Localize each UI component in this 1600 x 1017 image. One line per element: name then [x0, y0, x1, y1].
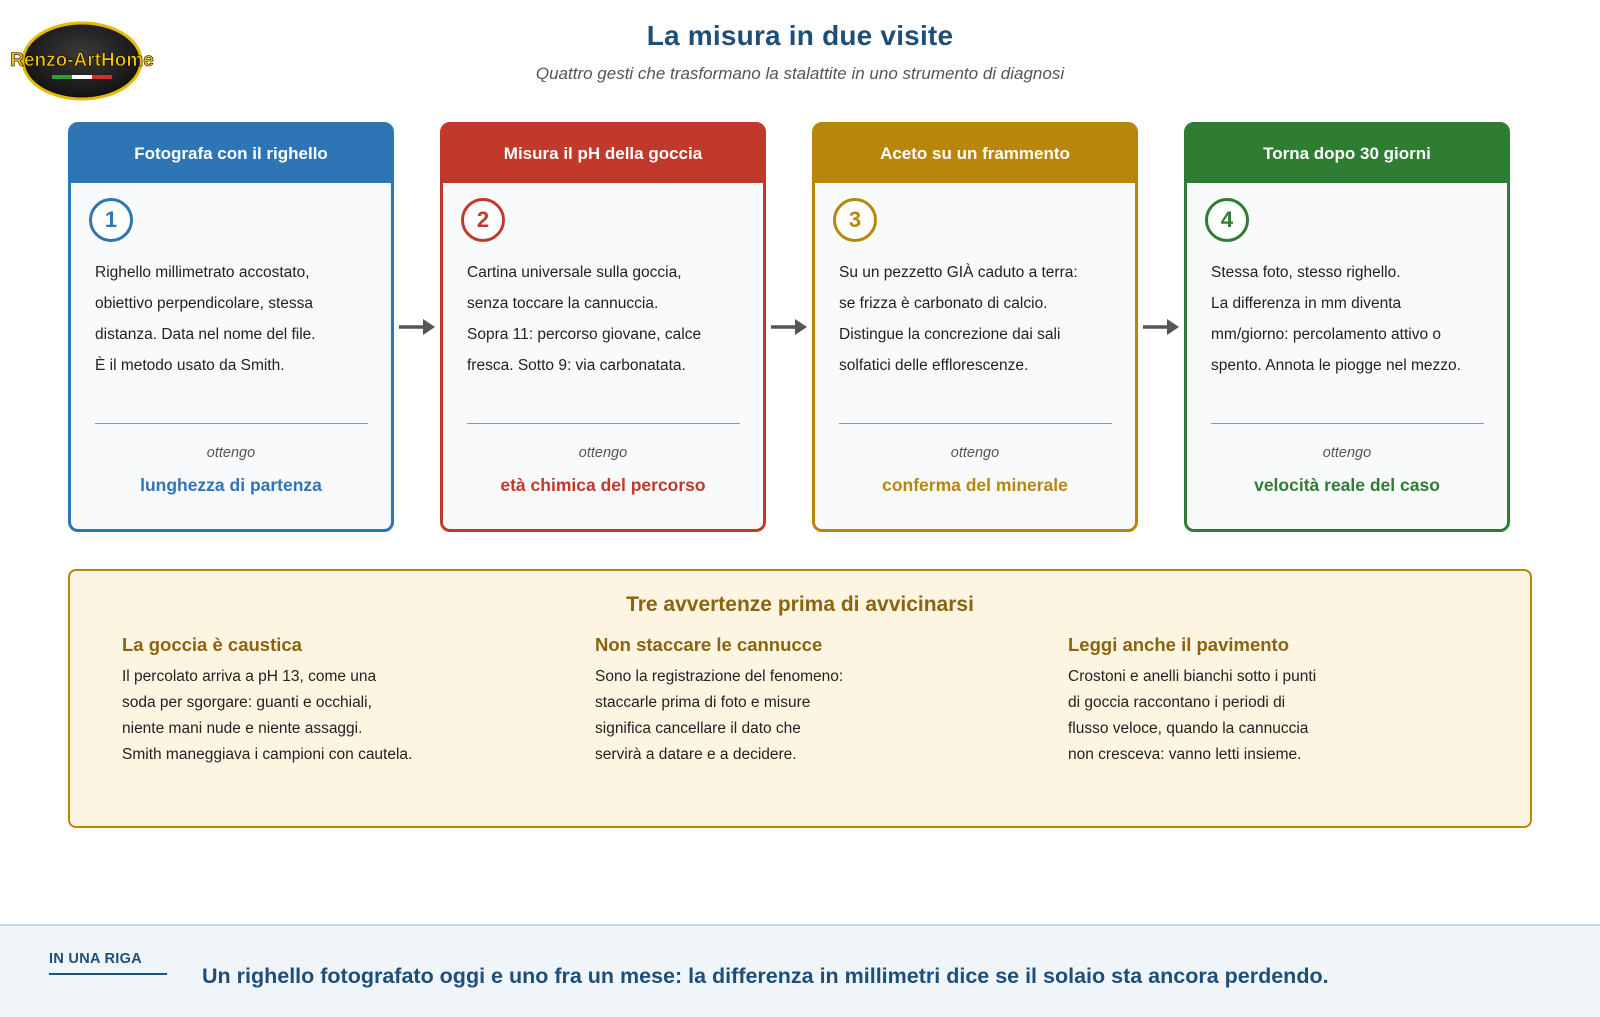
warning-title: Non staccare le cannucce — [595, 634, 823, 655]
warnings-title: Tre avvertenze prima di avvicinarsi — [626, 593, 974, 616]
step-title: Torna dopo 30 giorni — [1187, 125, 1507, 183]
warning-item-2 — [595, 634, 925, 768]
warning-text-line: Smith maneggiava i campioni con cautela. — [122, 746, 413, 763]
step-description-line: Righello millimetrato accostato, — [95, 264, 310, 281]
step-card-4 — [1184, 122, 1510, 532]
step-description-line: Distingue la concrezione dai sali — [839, 326, 1061, 343]
step-description — [467, 257, 747, 381]
warning-text-line: soda per sgorgare: guanti e occhiali, — [122, 694, 372, 711]
summary-label: IN UNA RIGA — [49, 951, 167, 975]
warning-text-line: niente mani nude e niente assaggi. — [122, 720, 363, 737]
step-description-line: distanza. Data nel nome del file. — [95, 326, 316, 343]
step-title: Fotografa con il righello — [71, 125, 391, 183]
step-card-3 — [812, 122, 1138, 532]
arrow-right-icon — [397, 314, 437, 340]
arrow-right-icon — [769, 314, 809, 340]
warning-item-1 — [122, 634, 452, 768]
step-outcome-label: ottengo — [206, 445, 256, 461]
header — [0, 20, 1600, 84]
step-title: Misura il pH della goccia — [443, 125, 763, 183]
step-outcome: velocità reale del caso — [1254, 475, 1440, 495]
warning-text-line: Il percolato arriva a pH 13, come una — [122, 668, 377, 685]
summary-text: Un righello fotografato oggi e uno fra un mese: la differenza in millimetri dice se il solaio sta ancora perdendo. — [202, 964, 1329, 988]
summary-footer — [0, 924, 1600, 1017]
step-description-line: Cartina universale sulla goccia, — [467, 264, 682, 281]
page-title: La misura in due visite — [646, 20, 954, 51]
warning-text-line: staccarle prima di foto e misure — [595, 694, 811, 711]
step-description — [839, 257, 1119, 381]
step-description-line: Sopra 11: percorso giovane, calce — [467, 326, 702, 343]
warnings-box — [68, 569, 1532, 828]
step-number: 1 — [89, 198, 133, 242]
step-divider — [839, 423, 1112, 424]
step-number: 2 — [461, 198, 505, 242]
warning-item-3 — [1068, 634, 1398, 768]
step-description — [95, 257, 375, 381]
step-outcome: età chimica del percorso — [500, 475, 706, 495]
step-description — [1211, 257, 1491, 381]
step-description-line: mm/giorno: percolamento attivo o — [1211, 326, 1442, 343]
step-card-2 — [440, 122, 766, 532]
step-description-line: spento. Annota le piogge nel mezzo. — [1211, 357, 1461, 374]
warning-text-line: di goccia raccontano i periodi di — [1068, 694, 1286, 711]
step-description-line: obiettivo perpendicolare, stessa — [95, 295, 313, 312]
step-divider — [95, 423, 368, 424]
step-description-line: se frizza è carbonato di calcio. — [839, 295, 1048, 312]
arrow-right-icon — [1141, 314, 1181, 340]
warning-text — [1068, 664, 1398, 768]
step-outcome-label: ottengo — [950, 445, 1000, 461]
step-description-line: La differenza in mm diventa — [1211, 295, 1402, 312]
warning-text — [595, 664, 925, 768]
step-divider — [1211, 423, 1484, 424]
step-description-line: Su un pezzetto GIÀ caduto a terra: — [839, 264, 1078, 281]
warning-text-line: non cresceva: vanno letti insieme. — [1068, 746, 1302, 763]
page-subtitle: Quattro gesti che trasformano la stalattite in uno strumento di diagnosi — [535, 64, 1065, 83]
warning-text-line: Crostoni e anelli bianchi sotto i punti — [1068, 668, 1317, 685]
step-divider — [467, 423, 740, 424]
warning-text-line: Sono la registrazione del fenomeno: — [595, 668, 844, 685]
step-description-line: senza toccare la cannuccia. — [467, 295, 659, 312]
step-number: 3 — [833, 198, 877, 242]
step-title: Aceto su un frammento — [815, 125, 1135, 183]
warning-text-line: flusso veloce, quando la cannuccia — [1068, 720, 1309, 737]
step-description-line: solfatici delle efflorescenze. — [839, 357, 1029, 374]
warning-text-line: servirà a datare e a decidere. — [595, 746, 797, 763]
step-description-line: fresca. Sotto 9: via carbonatata. — [467, 357, 686, 374]
step-description-line: Stessa foto, stesso righello. — [1211, 264, 1401, 281]
warning-text — [122, 664, 452, 768]
step-outcome: conferma del minerale — [882, 475, 1068, 495]
svg-text:Renzo-ArtHome: Renzo-ArtHome — [10, 50, 154, 71]
warning-title: Leggi anche il pavimento — [1068, 634, 1290, 655]
warning-text-line: significa cancellare il dato che — [595, 720, 801, 737]
step-number: 4 — [1205, 198, 1249, 242]
step-outcome-label: ottengo — [1322, 445, 1372, 461]
step-description-line: È il metodo usato da Smith. — [95, 357, 285, 374]
step-card-1 — [68, 122, 394, 532]
step-outcome-label: ottengo — [578, 445, 628, 461]
step-outcome: lunghezza di partenza — [140, 475, 322, 495]
warning-title: La goccia è caustica — [122, 634, 302, 655]
